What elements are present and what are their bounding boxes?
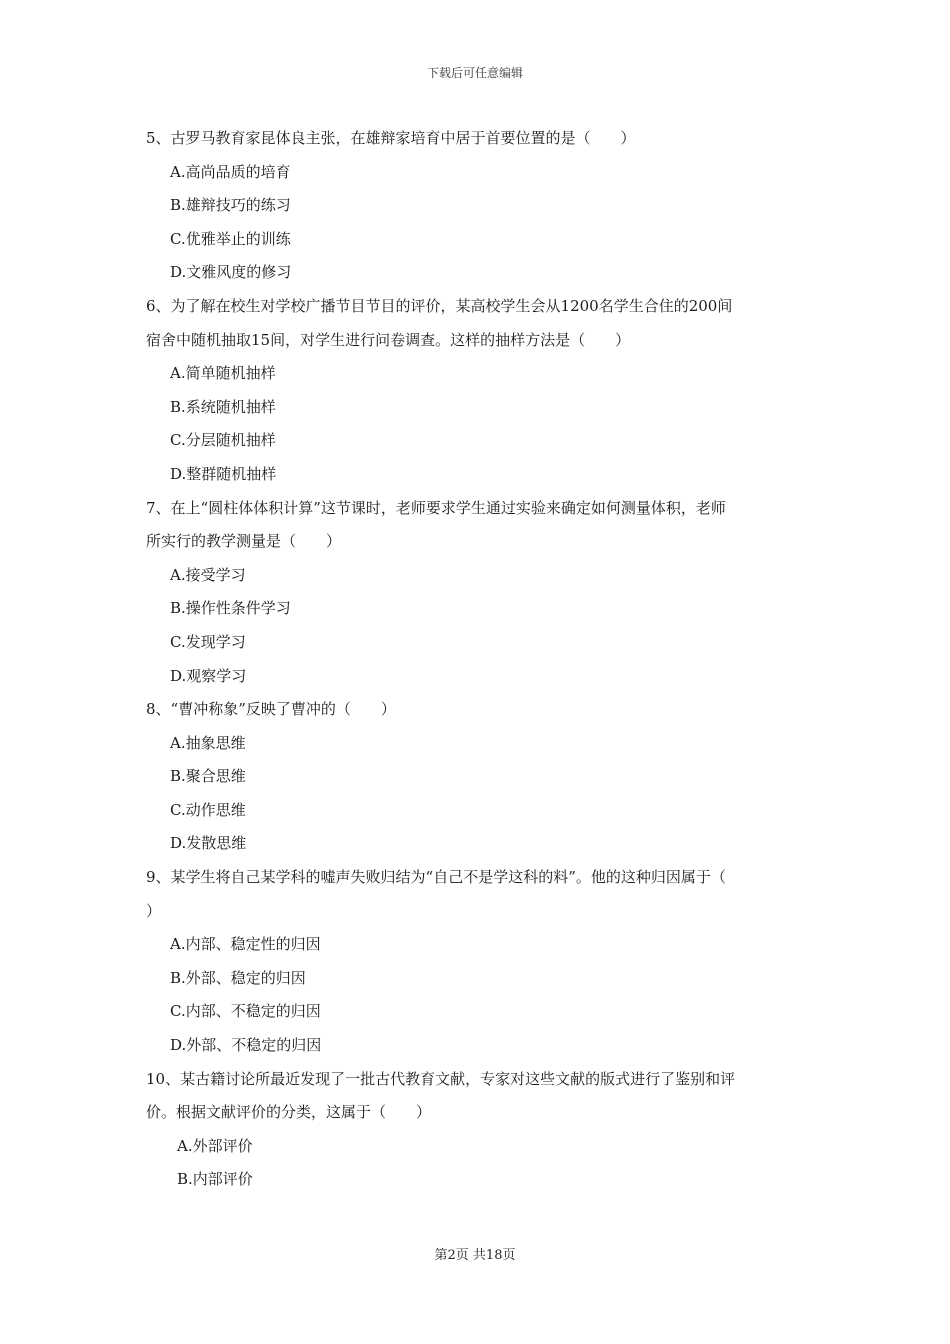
option-c: C.优雅举止的训练 — [170, 229, 291, 248]
option-b: B.外部、稳定的归因 — [170, 968, 306, 987]
question-text-continued: 所实行的教学测量是（ ） — [146, 532, 342, 551]
question-7 — [146, 492, 810, 694]
option-b: B.内部评价 — [177, 1170, 253, 1189]
option-d: D.整群随机抽样 — [170, 464, 277, 483]
question-text-continued: ） — [146, 901, 162, 920]
question-5 — [146, 122, 810, 290]
option-a: A.内部、稳定性的归因 — [170, 935, 321, 954]
option-a: A.接受学习 — [170, 565, 246, 584]
option-a: A.简单随机抽样 — [170, 364, 276, 383]
question-text-continued: 价。根据文献评价的分类，这属于（ ） — [146, 1103, 432, 1122]
option-a: A.高尚品质的培育 — [170, 162, 291, 181]
option-d: D.观察学习 — [170, 666, 247, 685]
question-9 — [146, 861, 810, 1063]
question-text: 6、为了解在校生对学校广播节目节目的评价，某高校学生会从1200名学生合住的200间 — [146, 296, 733, 315]
question-8 — [146, 693, 810, 861]
question-list — [146, 122, 810, 1197]
question-text: 8、“曹冲称象”反映了曹冲的（ ） — [146, 700, 396, 719]
option-a: A.抽象思维 — [170, 733, 246, 752]
page-header: 下载后可任意编辑 — [426, 66, 523, 80]
question-10 — [146, 1063, 810, 1197]
option-c: C.动作思维 — [170, 800, 246, 819]
question-text: 7、在上“圆柱体体积计算”这节课时，老师要求学生通过实验来确定如何测量体积，老师 — [146, 498, 726, 517]
option-d: D.发散思维 — [170, 834, 247, 853]
question-text: 9、某学生将自己某学科的嘘声失败归结为“自己不是学这科的料”。他的这种归因属于（ — [146, 868, 726, 887]
question-text: 5、古罗马教育家昆体良主张，在雄辩家培育中居于首要位置的是（ ） — [146, 129, 636, 147]
page-number: 第2页 共18页 — [434, 1248, 516, 1263]
question-6 — [146, 290, 810, 492]
option-b: B.操作性条件学习 — [170, 599, 291, 618]
option-b: B.系统随机抽样 — [170, 397, 276, 416]
option-b: B.聚合思维 — [170, 767, 246, 786]
option-c: C.内部、不稳定的归因 — [170, 1002, 321, 1021]
option-d: D.文雅风度的修习 — [170, 263, 292, 282]
question-text-continued: 宿舍中随机抽取15间，对学生进行问卷调查。这样的抽样方法是（ ） — [146, 330, 631, 349]
option-b: B.雄辩技巧的练习 — [170, 196, 291, 215]
option-a: A.外部评价 — [177, 1136, 253, 1155]
question-text: 10、某古籍讨论所最近发现了一批古代教育文献，专家对这些文献的版式进行了鉴别和评 — [146, 1069, 736, 1088]
option-c: C.发现学习 — [170, 632, 246, 651]
option-c: C.分层随机抽样 — [170, 431, 276, 450]
option-d: D.外部、不稳定的归因 — [170, 1036, 322, 1055]
